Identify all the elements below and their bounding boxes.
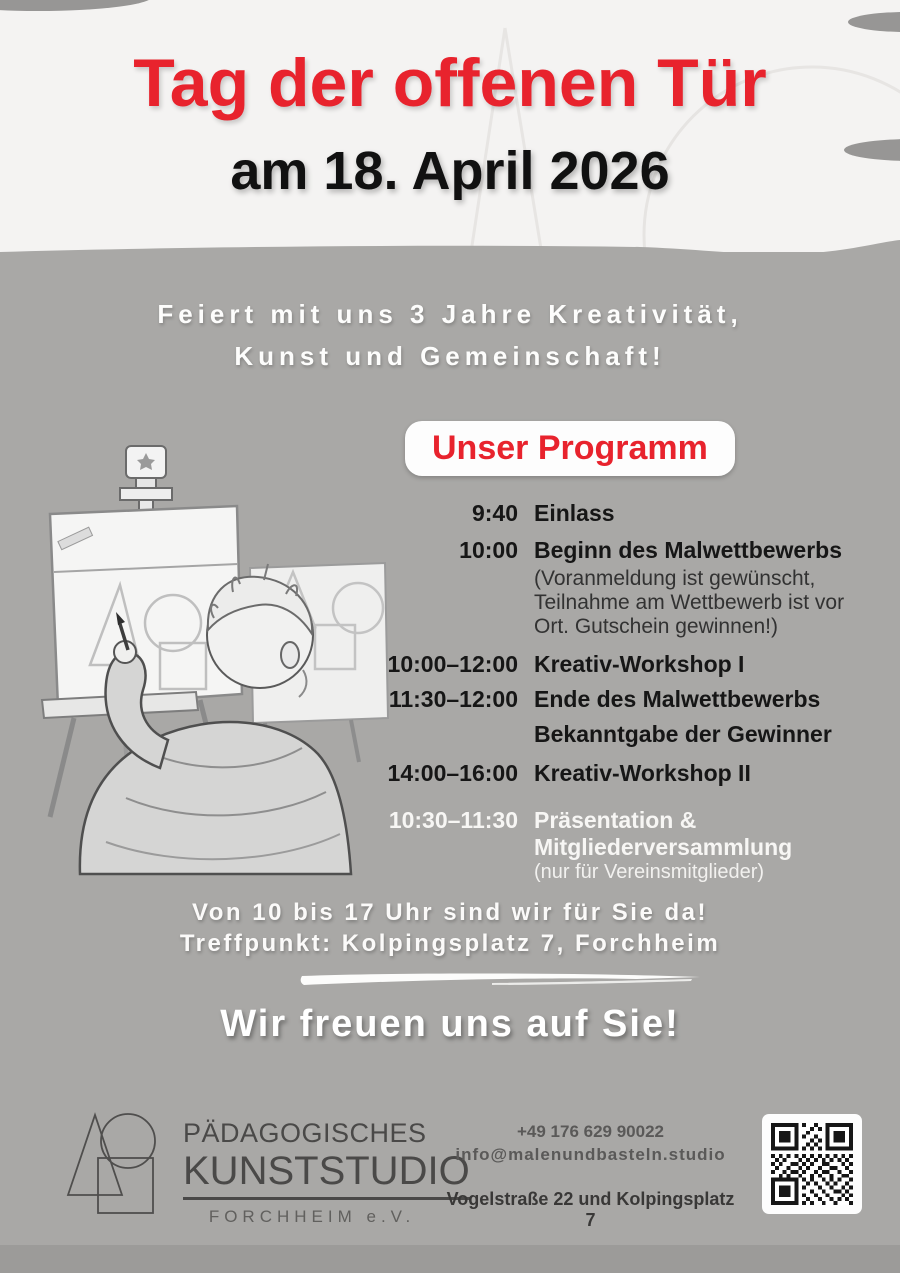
intro-line-1: Feiert mit uns 3 Jahre Kreativität, <box>157 299 743 329</box>
program-schedule <box>352 500 872 884</box>
schedule-label: Bekanntgabe der Gewinner <box>534 720 832 747</box>
intro-text <box>0 293 900 377</box>
schedule-row <box>352 500 872 527</box>
schedule-row <box>352 760 872 787</box>
qr-code <box>762 1114 862 1214</box>
brush-stroke-divider <box>292 966 712 992</box>
closing-text <box>0 897 900 959</box>
schedule-time: 10:00 <box>459 537 518 563</box>
schedule-label-line2: Mitgliederversammlung <box>534 833 793 860</box>
page-title: Tag der offenen Tür <box>133 45 767 121</box>
footer-band <box>0 1245 900 1273</box>
schedule-note: (nur für Vereinsmitglieder) <box>534 860 765 883</box>
schedule-label: Kreativ-Workshop II <box>534 759 751 786</box>
child-painting-illustration <box>28 422 413 882</box>
schedule-row <box>352 537 872 564</box>
schedule-time: 11:30–12:00 <box>388 685 518 712</box>
contact-address: Vogelstraße 22 und Kolpingsplatz 7 <box>446 1189 735 1230</box>
schedule-time: 10:00–12:00 <box>387 650 518 677</box>
closing-meetpoint: Treffpunkt: Kolpingsplatz 7, Forchheim <box>179 930 721 958</box>
schedule-row <box>352 686 872 713</box>
trophy-icon <box>120 446 172 514</box>
closing-hours: Von 10 bis 17 Uhr sind wir für Sie da! <box>192 899 708 926</box>
white-gray-wave-edge <box>0 236 900 254</box>
schedule-note-line: Teilnahme am Wettbewerb ist vor <box>534 590 845 614</box>
schedule-time: 9:40 <box>471 500 518 526</box>
schedule-time: 14:00–16:00 <box>387 759 518 786</box>
triangle-circle-square-logo-icon <box>62 1103 167 1225</box>
schedule-label: Kreativ-Workshop I <box>534 650 745 677</box>
schedule-label: Ende des Malwettbewerbs <box>534 685 821 712</box>
intro-line-2: Kunst und Gemeinschaft! <box>234 341 666 372</box>
schedule-label: Beginn des Malwettbewerbs <box>534 537 843 563</box>
contact-email: info@malenundbasteln.studio <box>455 1145 726 1164</box>
schedule-label: Präsentation & <box>534 806 697 833</box>
organization-name <box>183 1118 470 1227</box>
event-date: am 18. April 2026 <box>230 141 670 201</box>
farewell-text: Wir freuen uns auf Sie! <box>220 1003 680 1045</box>
qr-code-pattern <box>771 1123 853 1205</box>
org-name-line2: KUNSTSTUDIO <box>183 1149 470 1200</box>
schedule-note-line: Ort. Gutschein gewinnen!) <box>534 614 778 638</box>
schedule-row <box>352 721 872 748</box>
contact-block <box>443 1122 738 1231</box>
schedule-note <box>534 567 872 639</box>
schedule-time: 10:30–11:30 <box>388 806 518 833</box>
schedule-row <box>352 807 872 834</box>
org-name-line1: PÄDAGOGISCHES <box>183 1118 427 1148</box>
schedule-row <box>352 651 872 678</box>
org-name-line3: FORCHHEIM e.V. <box>208 1207 416 1226</box>
schedule-row-members <box>352 807 872 884</box>
program-badge: Unser Programm <box>405 421 735 476</box>
schedule-label: Einlass <box>534 500 615 526</box>
schedule-note-line: (Voranmeldung ist gewünscht, <box>534 567 816 590</box>
contact-phone: +49 176 629 90022 <box>516 1122 664 1141</box>
